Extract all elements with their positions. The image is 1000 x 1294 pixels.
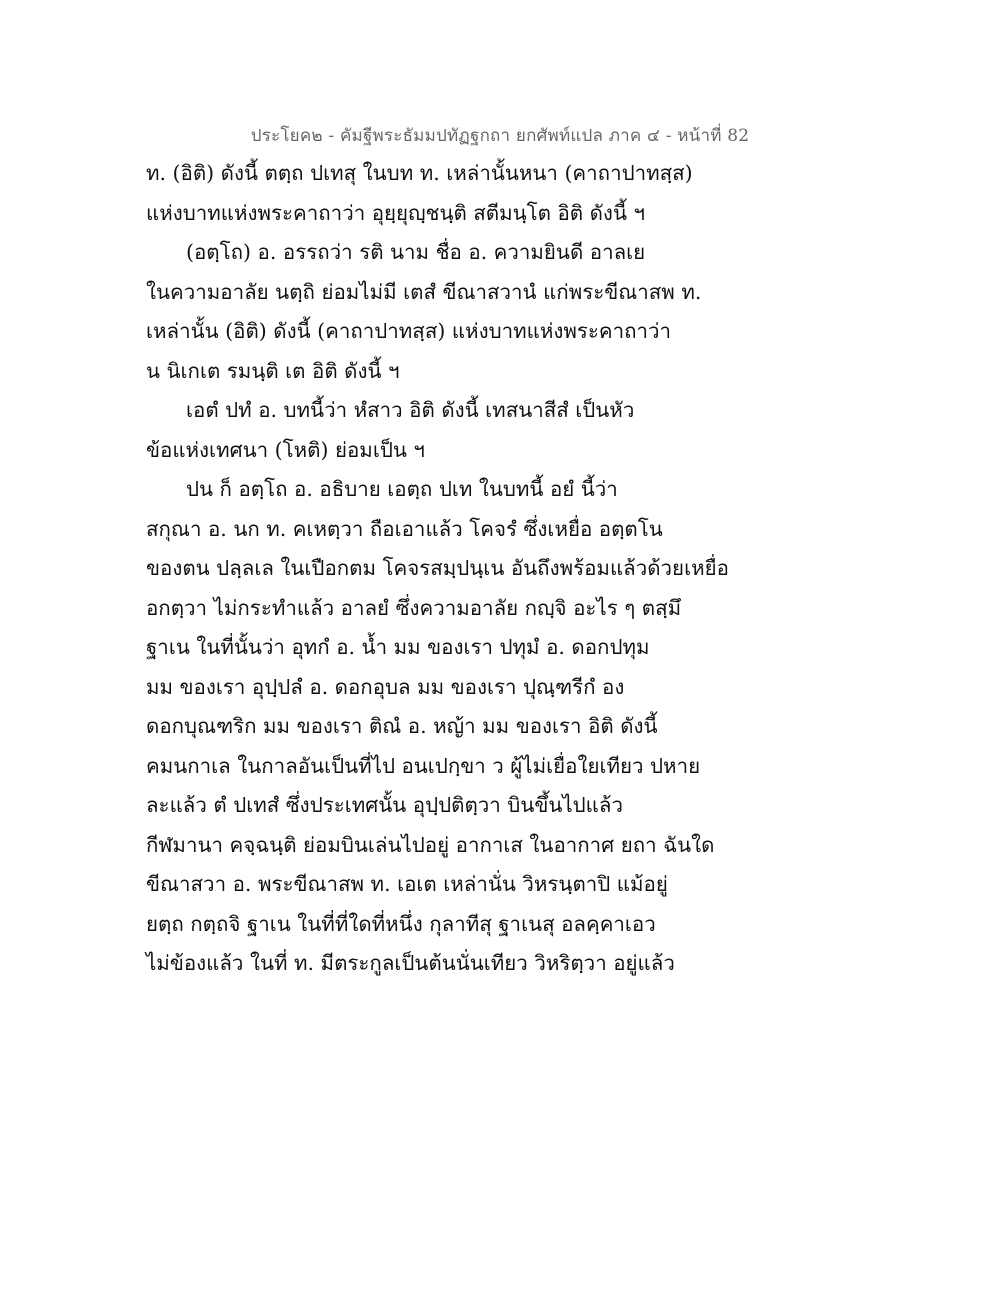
text-line: ท. (อิติ) ดังนี้ ตตฺถ ปเทสุ ในบท ท. เหล่านั้นหนา (คาถาปาทสฺส) bbox=[146, 161, 693, 185]
text-line: แห่งบาทแห่งพระคาถาว่า อุยฺยุญฺชนฺติ สตีมนฺโต อิติ ดังนี้ ฯ bbox=[146, 200, 645, 225]
paragraph-first-line: ปน ก็ อตฺโถ อ. อธิบาย เอตฺถ ปเท ในบทนี้ อยํ นี้ว่า bbox=[186, 477, 618, 501]
text-line: อกตฺวา ไม่กระทำแล้ว อาลยํ ซึ่งความอาลัย กญฺจิ อะไร ๆ ตสฺมึ bbox=[146, 595, 682, 620]
text-line: ข้อแห่งเทศนา (โหติ) ย่อมเป็น ฯ bbox=[146, 437, 425, 462]
text-line: มม ของเรา อุปฺปลํ อ. ดอกอุบล มม ของเรา ปุณฺฑรีกํ อง bbox=[146, 674, 625, 699]
paragraph-first-line: (อตฺโถ) อ. อรรถว่า รติ นาม ชื่อ อ. ความยินดี อาลเย bbox=[186, 240, 646, 264]
body-text bbox=[146, 154, 866, 984]
text-line: คมนกาเล ในกาลอันเป็นที่ไป อนเปกฺขา ว ผู้ไม่เยื่อใยเทียว ปหาย bbox=[146, 753, 701, 778]
text-line: ในความอาลัย นตฺถิ ย่อมไม่มี เตสํ ขีณาสวานํ แก่พระขีณาสพ ท. bbox=[146, 279, 702, 304]
text-line: น นิเกเต รมนฺติ เต อิติ ดังนี้ ฯ bbox=[146, 358, 400, 383]
text-line: ละแล้ว ตํ ปเทสํ ซึ่งประเทศนั้น อุปฺปติตฺวา บินขึ้นไปแล้ว bbox=[146, 793, 623, 817]
text-line: ฐาเน ในที่นั้นว่า อุทกํ อ. น้ำ มม ของเรา ปทุมํ อ. ดอกปทุม bbox=[146, 635, 650, 659]
text-line: เหล่านั้น (อิติ) ดังนี้ (คาถาปาทสฺส) แห่งบาทแห่งพระคาถาว่า bbox=[146, 319, 672, 343]
text-line: ยตฺถ กตฺถจิ ฐาเน ในที่ที่ใดที่หนึ่ง กุลาทีสุ ฐาเนสุ อลคฺคาเอว bbox=[146, 911, 656, 936]
text-line: ขีณาสวา อ. พระขีณาสพ ท. เอเต เหล่านั่น วิหรนฺตาปิ แม้อยู่ bbox=[146, 872, 668, 896]
running-header: ประโยค๒ - คัมฐีพระธัมมปทัฏฐกถา ยกศัพท์แปล ภาค ๔ - หน้าที่ 82 bbox=[250, 126, 750, 146]
text-line: ของตน ปลฺลเล ในเปือกตม โคจรสมฺปนฺเน อันถึงพร้อมแล้วด้วยเหยื่อ bbox=[146, 556, 729, 580]
text-line: สกุณา อ. นก ท. คเหตฺวา ถือเอาแล้ว โคจรํ ซึ่งเหยื่อ อตฺตโน bbox=[146, 516, 663, 541]
paragraph-first-line: เอตํ ปทํ อ. บทนี้ว่า หํสาว อิติ ดังนี้ เทสนาสีสํ เป็นหัว bbox=[186, 398, 635, 422]
text-line: ไม่ข้องแล้ว ในที่ ท. มีตระกูลเป็นต้นนั่นเทียว วิหริตฺวา อยู่แล้ว bbox=[146, 951, 675, 975]
text-line: ดอกบุณฑริก มม ของเรา ติณํ อ. หญ้า มม ของเรา อิติ ดังนี้ bbox=[146, 714, 658, 738]
text-line: กีฬมานา คจฺฉนฺติ ย่อมบินเล่นไปอยู่ อากาเส ในอากาศ ยถา ฉันใด bbox=[146, 832, 715, 857]
